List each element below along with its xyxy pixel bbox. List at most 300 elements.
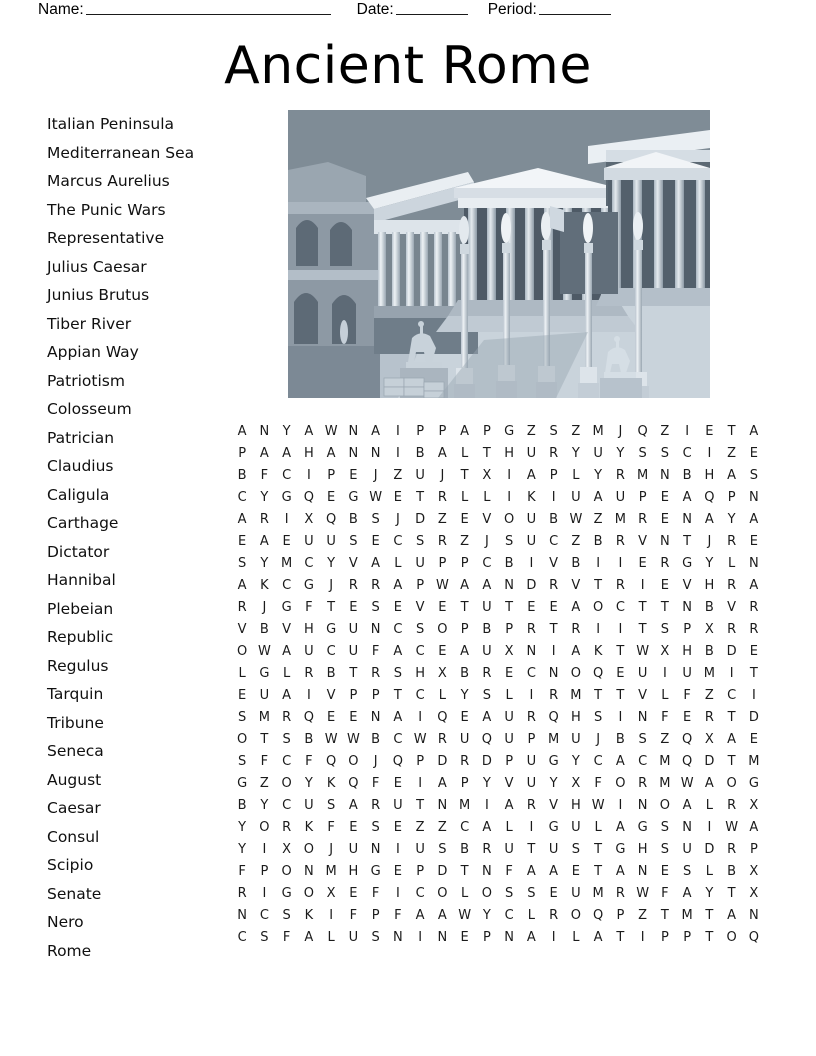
grid-letter[interactable]: Z xyxy=(571,534,581,549)
grid-letter[interactable]: T xyxy=(349,666,358,681)
grid-letter[interactable]: T xyxy=(460,600,469,615)
grid-letter[interactable]: R xyxy=(571,622,581,637)
grid-letter[interactable]: R xyxy=(482,842,492,857)
grid-letter[interactable]: E xyxy=(749,446,758,461)
grid-letter[interactable]: E xyxy=(393,864,402,879)
grid-letter[interactable]: N xyxy=(348,424,359,439)
grid-letter[interactable]: F xyxy=(371,644,380,659)
grid-letter[interactable]: E xyxy=(683,710,692,725)
grid-letter[interactable]: O xyxy=(593,600,604,615)
grid-letter[interactable]: R xyxy=(437,490,447,505)
grid-letter[interactable]: H xyxy=(504,446,515,461)
grid-letter[interactable]: I xyxy=(685,424,690,439)
grid-letter[interactable]: L xyxy=(594,820,602,835)
grid-letter[interactable]: R xyxy=(526,710,536,725)
grid-letter[interactable]: A xyxy=(749,578,759,593)
grid-letter[interactable]: U xyxy=(571,490,581,505)
grid-letter[interactable]: S xyxy=(237,556,247,571)
grid-letter[interactable]: G xyxy=(615,842,626,857)
grid-letter[interactable]: X xyxy=(660,644,670,659)
grid-letter[interactable]: N xyxy=(682,820,692,835)
grid-letter[interactable]: A xyxy=(482,820,492,835)
grid-letter[interactable]: W xyxy=(257,644,271,659)
grid-letter[interactable]: R xyxy=(660,556,670,571)
grid-letter[interactable]: D xyxy=(726,644,737,659)
grid-letter[interactable]: U xyxy=(526,534,537,549)
grid-letter[interactable]: E xyxy=(638,556,647,571)
grid-letter[interactable]: O xyxy=(281,776,292,791)
grid-letter[interactable]: D xyxy=(437,754,448,769)
grid-letter[interactable]: I xyxy=(640,578,645,593)
grid-letter[interactable]: X xyxy=(504,644,514,659)
grid-letter[interactable]: A xyxy=(682,490,692,505)
grid-letter[interactable]: T xyxy=(460,468,469,483)
grid-letter[interactable]: H xyxy=(704,468,715,483)
grid-letter[interactable]: H xyxy=(637,842,648,857)
grid-letter[interactable]: Y xyxy=(482,908,491,923)
grid-letter[interactable]: L xyxy=(283,666,291,681)
grid-letter[interactable]: A xyxy=(482,578,492,593)
grid-letter[interactable]: Q xyxy=(392,754,403,769)
grid-letter[interactable]: S xyxy=(415,622,425,637)
grid-letter[interactable]: U xyxy=(326,534,336,549)
grid-letter[interactable]: Z xyxy=(660,732,670,747)
grid-letter[interactable]: W xyxy=(569,512,583,527)
grid-letter[interactable]: P xyxy=(438,424,447,439)
grid-letter[interactable]: A xyxy=(749,512,759,527)
grid-letter[interactable]: A xyxy=(615,820,625,835)
grid-letter[interactable]: E xyxy=(349,468,358,483)
grid-letter[interactable]: L xyxy=(461,886,469,901)
grid-letter[interactable]: U xyxy=(593,446,603,461)
grid-letter[interactable]: E xyxy=(549,886,558,901)
grid-letter[interactable]: E xyxy=(571,864,580,879)
grid-letter[interactable]: A xyxy=(727,908,737,923)
grid-letter[interactable]: N xyxy=(370,842,381,857)
grid-letter[interactable]: M xyxy=(459,798,471,813)
grid-letter[interactable]: G xyxy=(237,776,248,791)
grid-letter[interactable]: S xyxy=(260,930,269,945)
grid-letter[interactable]: W xyxy=(591,798,605,813)
grid-letter[interactable]: R xyxy=(615,468,625,483)
grid-letter[interactable]: B xyxy=(682,468,692,483)
grid-letter[interactable]: S xyxy=(415,534,425,549)
grid-letter[interactable]: A xyxy=(593,930,603,945)
grid-letter[interactable]: W xyxy=(680,776,694,791)
grid-letter[interactable]: I xyxy=(707,820,712,835)
grid-letter[interactable]: A xyxy=(504,798,514,813)
grid-letter[interactable]: N xyxy=(749,490,759,505)
grid-letter[interactable]: C xyxy=(282,468,292,483)
grid-letter[interactable]: T xyxy=(594,688,603,703)
grid-letter[interactable]: Y xyxy=(260,798,269,813)
grid-letter[interactable]: Q xyxy=(593,666,604,681)
grid-letter[interactable]: Z xyxy=(393,468,403,483)
grid-letter[interactable]: S xyxy=(527,886,536,901)
grid-letter[interactable]: A xyxy=(415,908,425,923)
grid-letter[interactable]: A xyxy=(393,644,403,659)
grid-letter[interactable]: B xyxy=(704,600,714,615)
grid-letter[interactable]: N xyxy=(482,864,492,879)
grid-letter[interactable]: U xyxy=(304,534,314,549)
grid-letter[interactable]: X xyxy=(704,622,714,637)
grid-letter[interactable]: A xyxy=(727,732,737,747)
grid-letter[interactable]: A xyxy=(259,446,269,461)
grid-letter[interactable]: G xyxy=(370,864,381,879)
grid-letter[interactable]: B xyxy=(304,732,314,747)
grid-letter[interactable]: T xyxy=(527,842,536,857)
grid-letter[interactable]: A xyxy=(727,468,737,483)
grid-letter[interactable]: M xyxy=(703,666,715,681)
grid-letter[interactable]: S xyxy=(660,622,669,637)
grid-letter[interactable]: W xyxy=(636,886,650,901)
grid-letter[interactable]: S xyxy=(660,842,669,857)
grid-letter[interactable]: Y xyxy=(238,842,247,857)
grid-letter[interactable]: S xyxy=(438,842,447,857)
grid-letter[interactable]: A xyxy=(571,644,581,659)
grid-letter[interactable]: T xyxy=(416,798,425,813)
grid-letter[interactable]: I xyxy=(551,644,556,659)
grid-letter[interactable]: I xyxy=(529,820,534,835)
grid-letter[interactable]: B xyxy=(237,468,247,483)
grid-letter[interactable]: E xyxy=(393,490,402,505)
grid-letter[interactable]: X xyxy=(326,886,336,901)
grid-letter[interactable]: T xyxy=(727,424,736,439)
grid-letter[interactable]: A xyxy=(526,864,536,879)
grid-letter[interactable]: G xyxy=(504,424,515,439)
grid-letter[interactable]: T xyxy=(416,490,425,505)
grid-letter[interactable]: I xyxy=(395,424,400,439)
grid-letter[interactable]: E xyxy=(616,666,625,681)
grid-letter[interactable]: C xyxy=(393,622,403,637)
grid-letter[interactable]: U xyxy=(571,886,581,901)
grid-letter[interactable]: C xyxy=(615,600,625,615)
grid-letter[interactable]: N xyxy=(526,644,537,659)
grid-letter[interactable]: T xyxy=(727,886,736,901)
grid-letter[interactable]: R xyxy=(615,578,625,593)
grid-letter[interactable]: O xyxy=(615,776,626,791)
grid-letter[interactable]: U xyxy=(348,930,359,945)
grid-letter[interactable]: C xyxy=(282,798,292,813)
grid-letter[interactable]: J xyxy=(262,600,267,615)
grid-letter[interactable]: C xyxy=(549,534,559,549)
grid-letter[interactable]: P xyxy=(505,754,514,769)
grid-letter[interactable]: A xyxy=(460,644,470,659)
grid-letter[interactable]: E xyxy=(460,512,469,527)
grid-letter[interactable]: C xyxy=(282,754,292,769)
grid-letter[interactable]: R xyxy=(371,578,381,593)
grid-letter[interactable]: F xyxy=(661,710,669,725)
grid-letter[interactable]: I xyxy=(551,490,556,505)
grid-letter[interactable]: E xyxy=(349,886,358,901)
grid-letter[interactable]: T xyxy=(594,842,603,857)
grid-letter[interactable]: T xyxy=(616,688,625,703)
grid-letter[interactable]: S xyxy=(549,424,558,439)
grid-letter[interactable]: R xyxy=(615,534,625,549)
grid-letter[interactable]: Z xyxy=(415,820,425,835)
grid-letter[interactable]: Y xyxy=(260,490,269,505)
grid-letter[interactable]: T xyxy=(616,930,625,945)
grid-letter[interactable]: P xyxy=(460,622,469,637)
grid-letter[interactable]: U xyxy=(526,776,537,791)
date-blank-line[interactable] xyxy=(396,0,468,15)
grid-letter[interactable]: L xyxy=(461,446,469,461)
grid-letter[interactable]: F xyxy=(683,688,691,703)
grid-letter[interactable]: U xyxy=(571,732,581,747)
grid-letter[interactable]: R xyxy=(482,666,492,681)
grid-letter[interactable]: M xyxy=(548,732,560,747)
grid-letter[interactable]: P xyxy=(683,930,692,945)
grid-letter[interactable]: E xyxy=(749,534,758,549)
grid-letter[interactable]: P xyxy=(371,908,380,923)
grid-letter[interactable]: Q xyxy=(748,930,759,945)
grid-letter[interactable]: I xyxy=(306,468,311,483)
grid-letter[interactable]: B xyxy=(348,512,358,527)
grid-letter[interactable]: P xyxy=(438,556,447,571)
grid-letter[interactable]: I xyxy=(529,556,534,571)
grid-letter[interactable]: H xyxy=(570,798,581,813)
grid-letter[interactable]: V xyxy=(549,556,559,571)
grid-letter[interactable]: T xyxy=(616,644,625,659)
grid-letter[interactable]: A xyxy=(682,798,692,813)
grid-letter[interactable]: L xyxy=(705,798,713,813)
grid-letter[interactable]: Z xyxy=(437,820,447,835)
grid-letter[interactable]: A xyxy=(393,710,403,725)
grid-letter[interactable]: L xyxy=(572,468,580,483)
word-search-grid[interactable] xyxy=(231,421,765,949)
grid-letter[interactable]: I xyxy=(618,556,623,571)
grid-letter[interactable]: O xyxy=(659,798,670,813)
grid-letter[interactable]: N xyxy=(504,930,514,945)
grid-letter[interactable]: I xyxy=(329,908,334,923)
grid-letter[interactable]: C xyxy=(282,578,292,593)
grid-letter[interactable]: S xyxy=(237,710,247,725)
grid-letter[interactable]: K xyxy=(527,490,536,505)
grid-letter[interactable]: A xyxy=(371,424,381,439)
grid-letter[interactable]: S xyxy=(371,930,380,945)
grid-letter[interactable]: D xyxy=(748,710,759,725)
grid-letter[interactable]: S xyxy=(282,732,291,747)
grid-letter[interactable]: B xyxy=(415,446,425,461)
grid-letter[interactable]: J xyxy=(707,534,712,549)
grid-letter[interactable]: A xyxy=(749,424,759,439)
grid-letter[interactable]: S xyxy=(326,798,336,813)
grid-letter[interactable]: V xyxy=(415,600,425,615)
grid-letter[interactable]: J xyxy=(373,754,378,769)
grid-letter[interactable]: E xyxy=(238,688,247,703)
grid-letter[interactable]: A xyxy=(526,468,536,483)
grid-letter[interactable]: Q xyxy=(682,754,693,769)
grid-letter[interactable]: I xyxy=(618,798,623,813)
grid-letter[interactable]: L xyxy=(438,688,446,703)
grid-letter[interactable]: S xyxy=(504,534,514,549)
grid-letter[interactable]: B xyxy=(259,622,269,637)
grid-letter[interactable]: Z xyxy=(638,908,648,923)
grid-letter[interactable]: W xyxy=(324,732,338,747)
grid-letter[interactable]: R xyxy=(727,578,737,593)
grid-letter[interactable]: I xyxy=(751,688,756,703)
grid-letter[interactable]: A xyxy=(482,710,492,725)
grid-letter[interactable]: B xyxy=(704,644,714,659)
grid-letter[interactable]: O xyxy=(437,886,448,901)
grid-letter[interactable]: Y xyxy=(304,776,313,791)
grid-letter[interactable]: Y xyxy=(327,556,336,571)
grid-letter[interactable]: X xyxy=(749,864,759,879)
grid-letter[interactable]: X xyxy=(304,512,314,527)
grid-letter[interactable]: C xyxy=(460,820,470,835)
grid-letter[interactable]: A xyxy=(437,446,447,461)
grid-letter[interactable]: K xyxy=(326,776,336,791)
grid-letter[interactable]: M xyxy=(570,688,582,703)
grid-letter[interactable]: N xyxy=(660,468,670,483)
grid-letter[interactable]: E xyxy=(438,600,447,615)
grid-letter[interactable]: C xyxy=(682,446,692,461)
grid-letter[interactable]: U xyxy=(504,842,514,857)
grid-letter[interactable]: A xyxy=(348,798,358,813)
grid-letter[interactable]: W xyxy=(458,908,472,923)
grid-letter[interactable]: R xyxy=(259,512,269,527)
grid-letter[interactable]: K xyxy=(304,820,314,835)
grid-letter[interactable]: Q xyxy=(437,710,448,725)
grid-letter[interactable]: F xyxy=(305,600,313,615)
grid-letter[interactable]: T xyxy=(594,578,603,593)
grid-letter[interactable]: M xyxy=(281,556,293,571)
grid-letter[interactable]: V xyxy=(549,798,559,813)
grid-letter[interactable]: P xyxy=(638,490,647,505)
grid-letter[interactable]: Y xyxy=(282,424,291,439)
grid-letter[interactable]: U xyxy=(415,842,425,857)
grid-letter[interactable]: S xyxy=(371,820,380,835)
grid-letter[interactable]: P xyxy=(505,622,514,637)
grid-letter[interactable]: L xyxy=(238,666,246,681)
grid-letter[interactable]: I xyxy=(707,446,712,461)
grid-letter[interactable]: T xyxy=(683,534,692,549)
grid-letter[interactable]: V xyxy=(282,622,292,637)
grid-letter[interactable]: S xyxy=(749,468,758,483)
grid-letter[interactable]: A xyxy=(282,446,292,461)
grid-letter[interactable]: A xyxy=(615,864,625,879)
grid-letter[interactable]: I xyxy=(662,666,667,681)
grid-letter[interactable]: E xyxy=(349,600,358,615)
grid-letter[interactable]: T xyxy=(727,710,736,725)
grid-letter[interactable]: D xyxy=(704,842,715,857)
grid-letter[interactable]: T xyxy=(749,666,758,681)
grid-letter[interactable]: A xyxy=(460,424,470,439)
grid-letter[interactable]: E xyxy=(393,776,402,791)
grid-letter[interactable]: T xyxy=(482,446,491,461)
grid-letter[interactable]: T xyxy=(460,864,469,879)
grid-letter[interactable]: O xyxy=(303,886,314,901)
grid-letter[interactable]: N xyxy=(348,446,359,461)
grid-letter[interactable]: X xyxy=(437,666,447,681)
grid-letter[interactable]: J xyxy=(596,732,601,747)
grid-letter[interactable]: V xyxy=(237,622,247,637)
grid-letter[interactable]: P xyxy=(527,732,536,747)
grid-letter[interactable]: A xyxy=(460,578,470,593)
grid-letter[interactable]: V xyxy=(638,688,648,703)
grid-letter[interactable]: N xyxy=(682,512,692,527)
grid-letter[interactable]: I xyxy=(529,688,534,703)
grid-letter[interactable]: S xyxy=(371,512,380,527)
grid-letter[interactable]: B xyxy=(504,556,514,571)
grid-letter[interactable]: P xyxy=(371,688,380,703)
grid-letter[interactable]: V xyxy=(571,578,581,593)
grid-letter[interactable]: Z xyxy=(526,424,536,439)
grid-letter[interactable]: F xyxy=(305,754,313,769)
grid-letter[interactable]: G xyxy=(682,556,693,571)
grid-letter[interactable]: R xyxy=(371,666,381,681)
grid-letter[interactable]: Y xyxy=(571,446,580,461)
grid-letter[interactable]: F xyxy=(661,886,669,901)
grid-letter[interactable]: U xyxy=(459,732,470,747)
grid-letter[interactable]: L xyxy=(527,908,535,923)
grid-letter[interactable]: O xyxy=(237,732,248,747)
grid-letter[interactable]: E xyxy=(438,644,447,659)
grid-letter[interactable]: S xyxy=(660,820,669,835)
grid-letter[interactable]: B xyxy=(371,732,381,747)
grid-letter[interactable]: Z xyxy=(704,688,714,703)
grid-letter[interactable]: V xyxy=(727,600,737,615)
grid-letter[interactable]: U xyxy=(571,820,581,835)
grid-letter[interactable]: V xyxy=(504,776,514,791)
grid-letter[interactable]: S xyxy=(593,710,603,725)
grid-letter[interactable]: R xyxy=(727,842,737,857)
grid-letter[interactable]: N xyxy=(660,534,670,549)
grid-letter[interactable]: A xyxy=(259,534,269,549)
grid-letter[interactable]: R xyxy=(638,512,648,527)
grid-letter[interactable]: S xyxy=(504,886,514,901)
grid-letter[interactable]: Y xyxy=(705,556,714,571)
grid-letter[interactable]: G xyxy=(281,886,292,901)
grid-letter[interactable]: R xyxy=(749,622,759,637)
grid-letter[interactable]: M xyxy=(637,468,649,483)
grid-letter[interactable]: R xyxy=(526,622,536,637)
grid-letter[interactable]: Y xyxy=(238,820,247,835)
grid-letter[interactable]: I xyxy=(507,468,512,483)
grid-letter[interactable]: L xyxy=(483,490,491,505)
grid-letter[interactable]: V xyxy=(638,534,648,549)
grid-letter[interactable]: I xyxy=(262,886,267,901)
grid-letter[interactable]: U xyxy=(637,666,648,681)
grid-letter[interactable]: G xyxy=(303,578,314,593)
grid-letter[interactable]: O xyxy=(259,820,270,835)
grid-letter[interactable]: L xyxy=(572,930,580,945)
grid-letter[interactable]: I xyxy=(418,776,423,791)
grid-letter[interactable]: U xyxy=(526,446,537,461)
grid-letter[interactable]: Z xyxy=(593,512,603,527)
grid-letter[interactable]: E xyxy=(238,534,247,549)
grid-letter[interactable]: E xyxy=(660,512,669,527)
grid-letter[interactable]: C xyxy=(504,908,514,923)
grid-letter[interactable]: P xyxy=(616,908,625,923)
grid-letter[interactable]: T xyxy=(705,930,714,945)
grid-letter[interactable]: E xyxy=(327,710,336,725)
grid-letter[interactable]: H xyxy=(682,644,693,659)
grid-letter[interactable]: F xyxy=(238,864,246,879)
grid-letter[interactable]: K xyxy=(593,644,603,659)
grid-letter[interactable]: C xyxy=(593,754,603,769)
grid-letter[interactable]: A xyxy=(282,644,292,659)
grid-letter[interactable]: Q xyxy=(548,710,559,725)
grid-letter[interactable]: R xyxy=(749,600,759,615)
grid-letter[interactable]: J xyxy=(484,534,489,549)
grid-letter[interactable]: U xyxy=(526,754,537,769)
grid-letter[interactable]: O xyxy=(437,622,448,637)
grid-letter[interactable]: Z xyxy=(571,424,581,439)
grid-letter[interactable]: N xyxy=(504,578,514,593)
grid-letter[interactable]: E xyxy=(749,644,758,659)
grid-letter[interactable]: A xyxy=(526,930,536,945)
